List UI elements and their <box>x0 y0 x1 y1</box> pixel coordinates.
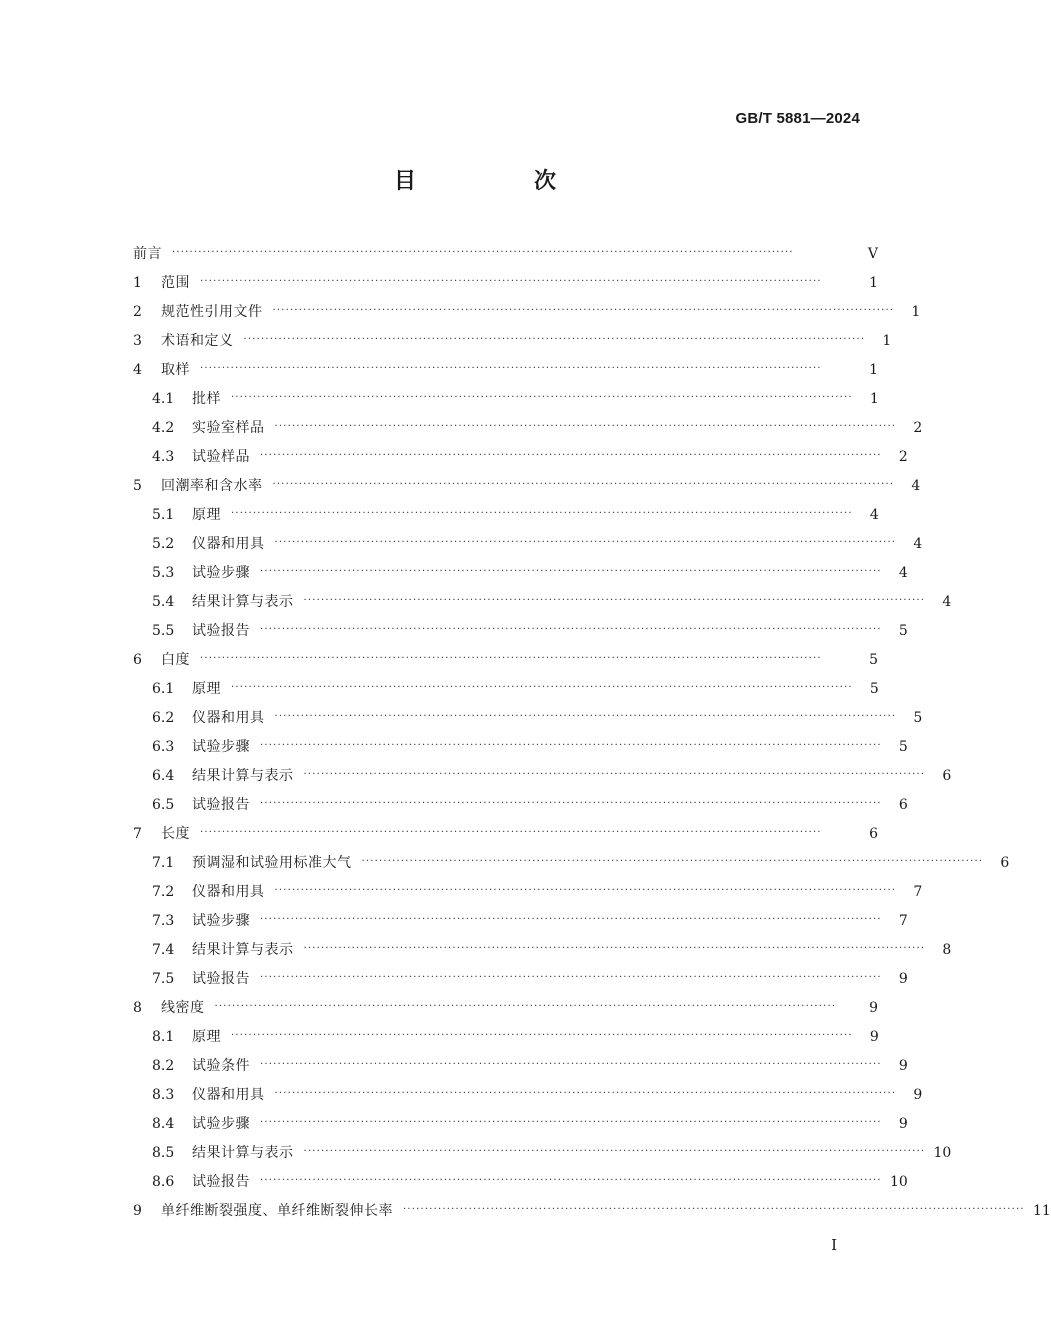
toc-entry-title: 前言 <box>133 246 162 262</box>
toc-entry-number: 1 <box>133 275 142 291</box>
toc-entry-number: 8.2 <box>152 1058 175 1074</box>
toc-leader-dots: ·············································································································································· <box>243 334 866 345</box>
toc-entry-number: 6 <box>133 652 142 668</box>
toc-leader-dots: ·············································································································································· <box>200 827 822 838</box>
toc-entry-number: 7 <box>133 826 142 842</box>
toc-entry-number: 7.2 <box>152 884 175 900</box>
toc-entry-number: 4 <box>133 362 142 378</box>
toc-entry[interactable] <box>133 994 878 1023</box>
toc-entry-page: 10 <box>889 1174 908 1190</box>
toc-entry[interactable] <box>133 646 878 675</box>
toc-leader-dots: ·············································································································································· <box>303 595 926 606</box>
toc-entry-title: 实验室样品 <box>192 420 265 436</box>
toc-entry-page: 2 <box>913 420 923 436</box>
toc-leader-dots: ·············································································································································· <box>260 1059 882 1070</box>
toc-entry-title: 预调湿和试验用标准大气 <box>192 855 352 871</box>
toc-leader-dots: ·············································································································································· <box>274 1088 897 1099</box>
toc-leader-dots: ·············································································································································· <box>303 943 926 954</box>
toc-entry-page: 9 <box>898 1058 908 1074</box>
toc-entry-number: 7.5 <box>152 971 175 987</box>
toc-leader-dots: ·············································································································································· <box>274 711 897 722</box>
toc-entry-number: 8 <box>133 1000 142 1016</box>
toc-entry-page: 4 <box>942 594 952 610</box>
toc-leader-dots: ·············································································································································· <box>200 276 822 287</box>
toc-entry[interactable] <box>133 269 878 298</box>
toc-subentry[interactable] <box>133 530 923 559</box>
toc-entry-title: 原理 <box>192 1029 221 1045</box>
toc-entry[interactable] <box>133 472 921 501</box>
toc-entry-title: 试验报告 <box>192 971 250 987</box>
toc-entry[interactable] <box>133 1197 1051 1226</box>
toc-leader-dots: ·············································································································································· <box>260 798 882 809</box>
toc-subentry[interactable] <box>133 559 908 588</box>
toc-entry-number: 4.2 <box>152 420 175 436</box>
toc-subentry[interactable] <box>133 849 1010 878</box>
toc-subentry[interactable] <box>133 704 923 733</box>
toc-subentry[interactable] <box>133 762 952 791</box>
toc-leader-dots: ·············································································································································· <box>272 305 895 316</box>
toc-entry-page: 1 <box>869 362 878 378</box>
toc-entry-title: 仪器和用具 <box>192 710 265 726</box>
toc-leader-dots: ·············································································································································· <box>274 885 897 896</box>
toc-leader-dots: ·············································································································································· <box>303 769 926 780</box>
toc-subentry[interactable] <box>133 501 878 530</box>
toc-subentry[interactable] <box>133 675 878 704</box>
toc-entry-title: 结果计算与表示 <box>192 768 294 784</box>
toc-entry-title: 试验条件 <box>192 1058 250 1074</box>
toc-entry-number: 6.2 <box>152 710 175 726</box>
toc-entry-number: 7.4 <box>152 942 175 958</box>
toc-leader-dots: ·············································································································································· <box>260 740 882 751</box>
page-title: 目 次 <box>393 169 604 194</box>
toc-entry-page: 9 <box>913 1087 923 1103</box>
toc-entry-number: 4.3 <box>152 449 175 465</box>
toc-entry-title: 试验步骤 <box>192 565 250 581</box>
toc-entry-page: 5 <box>898 623 908 639</box>
toc-entry-title: 试验步骤 <box>192 913 250 929</box>
toc-entry-page: 9 <box>869 1000 878 1016</box>
toc-entry-page: 5 <box>869 681 879 697</box>
toc-entry-title: 试验步骤 <box>192 739 250 755</box>
toc-entry-page: 9 <box>898 971 908 987</box>
toc-subentry[interactable] <box>133 443 908 472</box>
toc-leader-dots: ·············································································································································· <box>200 363 822 374</box>
toc-entry-number: 9 <box>133 1203 142 1219</box>
toc-subentry[interactable] <box>133 1168 908 1197</box>
toc-entry-page: 5 <box>869 652 878 668</box>
toc-entry-number: 8.3 <box>152 1087 175 1103</box>
toc-entry-title: 试验样品 <box>192 449 250 465</box>
toc-leader-dots: ·············································································································································· <box>303 1146 926 1157</box>
toc-entry-number: 5.1 <box>152 507 175 523</box>
toc-entry-page: 6 <box>942 768 952 784</box>
toc-entry-page: 10 <box>933 1145 952 1161</box>
toc-subentry[interactable] <box>133 791 908 820</box>
toc-entry-number: 6.1 <box>152 681 175 697</box>
toc-leader-dots: ·············································································································································· <box>272 479 895 490</box>
toc-leader-dots: ·············································································································································· <box>200 653 822 664</box>
toc-entry-page: 9 <box>869 1029 879 1045</box>
toc-entry-title: 试验报告 <box>192 797 250 813</box>
toc-subentry[interactable] <box>133 1081 923 1110</box>
toc-leader-dots: ·············································································································································· <box>231 392 853 403</box>
toc-entry-page: 1 <box>869 391 879 407</box>
toc-entry-title: 单纤维断裂强度、单纤维断裂伸长率 <box>161 1203 393 1219</box>
toc-entry-page: 4 <box>911 478 921 494</box>
toc-entry-number: 5.2 <box>152 536 175 552</box>
toc-entry-number: 6.5 <box>152 797 175 813</box>
toc-entry-page: 5 <box>913 710 923 726</box>
toc-entry-number: 7.1 <box>152 855 175 871</box>
toc-entry-page: 4 <box>913 536 923 552</box>
toc-leader-dots: ·············································································································································· <box>274 421 897 432</box>
toc-subentry[interactable] <box>133 414 923 443</box>
toc-entry-page: 1 <box>882 333 892 349</box>
toc-entry-title: 术语和定义 <box>161 333 234 349</box>
toc-subentry[interactable] <box>133 1023 878 1052</box>
toc-entry-number: 8.5 <box>152 1145 175 1161</box>
toc-entry-title: 原理 <box>192 681 221 697</box>
toc-leader-dots: ·············································································································································· <box>274 537 897 548</box>
toc-leader-dots: ·············································································································································· <box>172 247 794 258</box>
page-number: I <box>831 1236 837 1254</box>
toc-entry-page: 4 <box>898 565 908 581</box>
toc-entry-page: 11 <box>1032 1203 1051 1219</box>
toc-entry-title: 仪器和用具 <box>192 884 265 900</box>
toc-entry-title: 结果计算与表示 <box>192 1145 294 1161</box>
toc-entry-number: 8.6 <box>152 1174 175 1190</box>
toc-entry-title: 线密度 <box>161 1000 205 1016</box>
toc-entry-title: 结果计算与表示 <box>192 942 294 958</box>
toc-entry-title: 结果计算与表示 <box>192 594 294 610</box>
toc-entry[interactable] <box>133 820 878 849</box>
toc-leader-dots: ·············································································································································· <box>260 1175 882 1186</box>
toc-entry-number: 2 <box>133 304 142 320</box>
toc-leader-dots: ·············································································································································· <box>231 682 853 693</box>
toc-subentry[interactable] <box>133 965 908 994</box>
toc-entry-number: 5 <box>133 478 142 494</box>
toc-entry-page: V <box>867 246 878 262</box>
toc-entry-number: 8.1 <box>152 1029 175 1045</box>
toc-entry-number: 5.4 <box>152 594 175 610</box>
toc-entry-number: 6.3 <box>152 739 175 755</box>
toc-entry-title: 取样 <box>161 362 190 378</box>
toc-entry-page: 1 <box>911 304 921 320</box>
toc-leader-dots: ·············································································································································· <box>260 914 882 925</box>
toc-entry-title: 回潮率和含水率 <box>161 478 263 494</box>
toc-entry-number: 5.5 <box>152 623 175 639</box>
toc-entry-number: 6.4 <box>152 768 175 784</box>
toc-entry-number: 7.3 <box>152 913 175 929</box>
toc-entry-page: 2 <box>898 449 908 465</box>
standard-code: GB/T 5881—2024 <box>735 110 860 127</box>
toc-entry[interactable] <box>133 240 878 269</box>
toc-subentry[interactable] <box>133 1052 908 1081</box>
toc-leader-dots: ·············································································································································· <box>231 1030 853 1041</box>
toc-entry-title: 长度 <box>161 826 190 842</box>
toc-leader-dots: ·············································································································································· <box>260 972 882 983</box>
toc-entry-title: 批样 <box>192 391 221 407</box>
toc-subentry[interactable] <box>133 1110 908 1139</box>
toc-entry-page: 7 <box>898 913 908 929</box>
toc-entry-page: 8 <box>942 942 952 958</box>
toc-entry-title: 仪器和用具 <box>192 1087 265 1103</box>
toc-entry-title: 原理 <box>192 507 221 523</box>
toc-leader-dots: ·············································································································································· <box>260 1117 882 1128</box>
toc-entry[interactable] <box>133 356 878 385</box>
toc-subentry[interactable] <box>133 733 908 762</box>
toc-entry-page: 6 <box>869 826 878 842</box>
toc-subentry[interactable] <box>133 1139 952 1168</box>
toc-leader-dots: ·············································································································································· <box>260 566 882 577</box>
toc-entry-page: 9 <box>898 1116 908 1132</box>
toc-entry-number: 3 <box>133 333 142 349</box>
toc-entry-title: 试验报告 <box>192 623 250 639</box>
toc-leader-dots: ·············································································································································· <box>260 624 882 635</box>
toc-entry-title: 白度 <box>161 652 190 668</box>
toc-leader-dots: ·············································································································································· <box>403 1204 1025 1215</box>
toc-entry-page: 7 <box>913 884 923 900</box>
table-of-contents <box>133 240 1051 1226</box>
toc-leader-dots: ·············································································································································· <box>214 1001 837 1012</box>
toc-entry-number: 8.4 <box>152 1116 175 1132</box>
toc-entry-title: 仪器和用具 <box>192 536 265 552</box>
toc-subentry[interactable] <box>133 385 878 414</box>
toc-subentry[interactable] <box>133 936 952 965</box>
toc-entry-page: 4 <box>869 507 879 523</box>
toc-subentry[interactable] <box>133 617 908 646</box>
toc-leader-dots: ·············································································································································· <box>260 450 882 461</box>
toc-entry-title: 试验报告 <box>192 1174 250 1190</box>
toc-subentry[interactable] <box>133 588 952 617</box>
toc-entry-page: 6 <box>898 797 908 813</box>
toc-subentry[interactable] <box>133 878 923 907</box>
toc-leader-dots: ·············································································································································· <box>361 856 984 867</box>
toc-entry-page: 5 <box>898 739 908 755</box>
toc-entry-number: 4.1 <box>152 391 175 407</box>
toc-entry[interactable] <box>133 327 892 356</box>
toc-entry-number: 5.3 <box>152 565 175 581</box>
toc-entry-page: 6 <box>1000 855 1010 871</box>
toc-entry-title: 试验步骤 <box>192 1116 250 1132</box>
toc-entry-title: 范围 <box>161 275 190 291</box>
toc-entry[interactable] <box>133 298 921 327</box>
toc-subentry[interactable] <box>133 907 908 936</box>
toc-entry-title: 规范性引用文件 <box>161 304 263 320</box>
toc-leader-dots: ·············································································································································· <box>231 508 853 519</box>
toc-entry-page: 1 <box>869 275 878 291</box>
